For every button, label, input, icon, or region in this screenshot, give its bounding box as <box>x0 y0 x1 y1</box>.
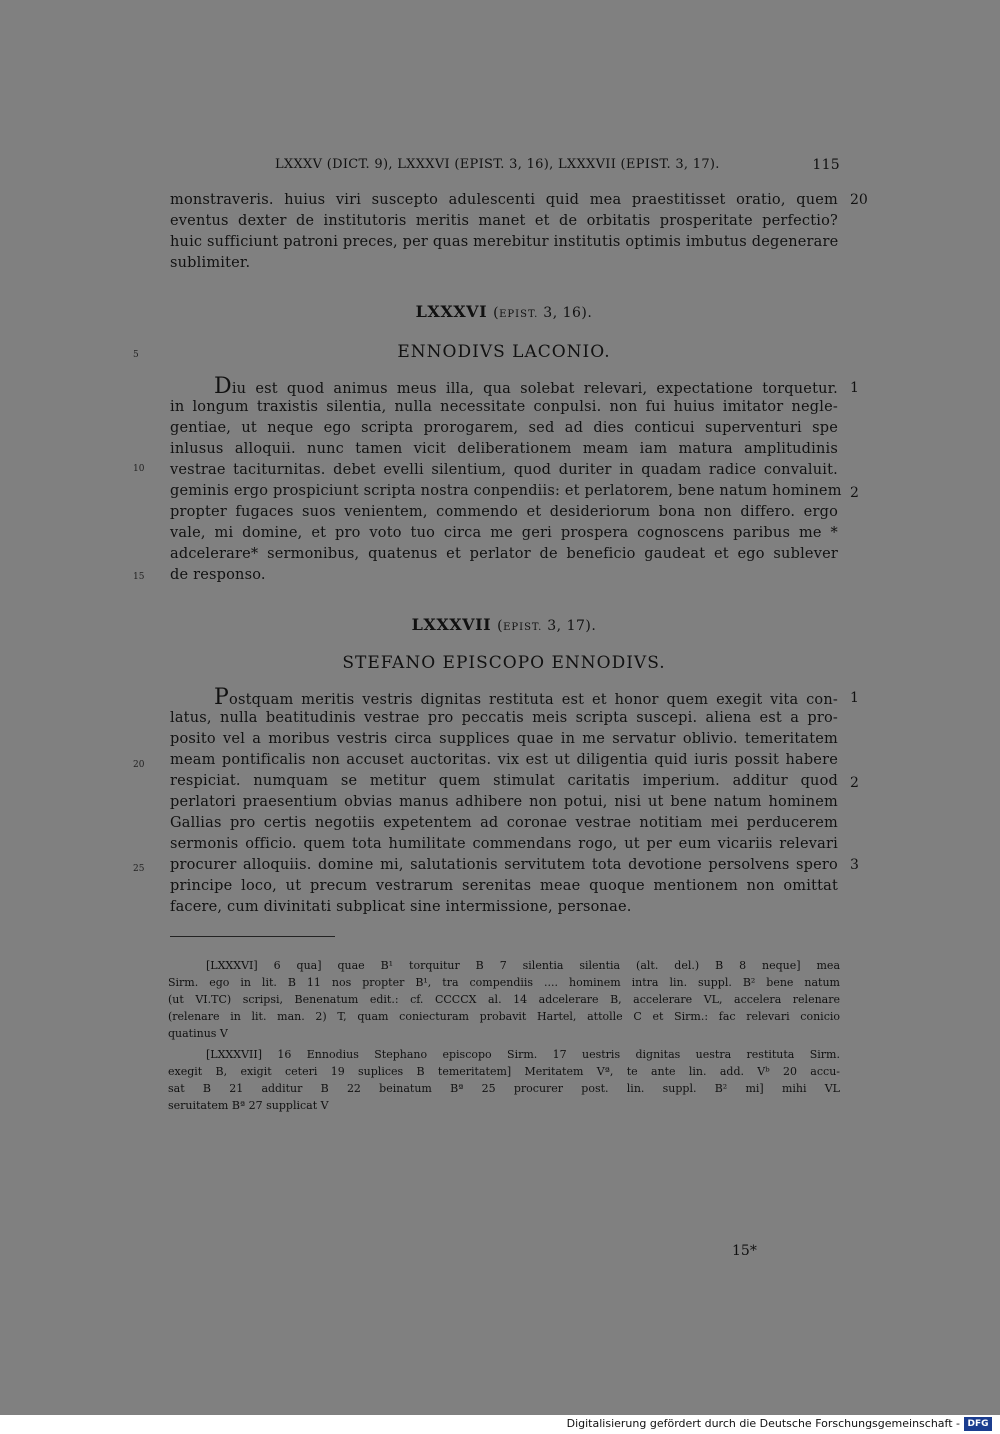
intro-paragraph <box>170 190 838 274</box>
text-line: facere, cum divinitati subplicat sine intermissione, personae. <box>170 899 632 915</box>
apparatus-line: [LXXXVI] 6 qua] quae B¹ torquitur B 7 silentia silentia (alt. del.) B 8 neque] mea <box>206 959 840 972</box>
text-line: huic sufficiunt patroni preces, per quas merebitur institutis optimis imbutus degenerare <box>170 234 839 250</box>
text-line: principe loco, ut precum vestrarum serenitas meae quoque mentionem non omittat <box>170 878 838 894</box>
apparatus-line: sat B 21 additur B 22 beinatum Bª 25 procurer post. lin. suppl. B² mi] mihi VL <box>168 1082 840 1095</box>
line-number: 10 <box>133 464 145 474</box>
letter-number: LXXXVI <box>415 302 488 321</box>
funding-text: Digitalisierung gefördert durch die Deutsche Forschungsgemeinschaft - <box>566 1417 960 1430</box>
letter-reference: (EPIST. 3, 17). <box>497 618 597 634</box>
apparatus-line: [LXXXVII] 16 Ennodius Stephano episcopo Sirm. 17 uestris dignitas uestra restituta Sirm. <box>206 1048 840 1061</box>
letter-87-address: STEFANO EPISCOPO ENNODIVS. <box>342 653 666 673</box>
text-line: posito vel a moribus vestris circa supplices quae in me servatur oblivio. temeritatem <box>170 731 838 747</box>
apparatus-line: (ut VI.TC) scripsi, Benenatum edit.: cf. CCCCX al. 14 adcelerare B, accelerare VL, accelera relenare <box>168 993 840 1006</box>
section-number: 2 <box>850 775 859 791</box>
letter-86-title <box>170 302 838 321</box>
section-number: 3 <box>850 857 859 873</box>
section-number: 1 <box>850 380 859 396</box>
text-line: gentiae, ut neque ego scripta prorogarem, sed ad dies conticui superventuri spe <box>170 420 838 436</box>
line-number: 20 <box>133 760 145 770</box>
line-number: 5 <box>133 350 139 360</box>
signature-mark: 15* <box>732 1243 757 1259</box>
text-line: eventus dexter de institutoris meritis manet et de orbitatis prosperitate perfectio? <box>170 213 838 229</box>
page-number: 115 <box>812 157 840 173</box>
section-number: 20 <box>850 192 868 208</box>
apparatus-line: seruitatem Bª 27 supplicat V <box>168 1099 329 1112</box>
running-header <box>170 157 840 177</box>
apparatus-block-86 <box>168 957 840 1042</box>
apparatus-line: Sirm. ego in lit. B 11 nos propter B¹, tra compendiis .... hominem intra lin. suppl. B² bene natum <box>168 976 840 989</box>
text-line: Gallias pro certis negotiis expetentem ad coronae vestrae notitiam mei perducerem <box>170 815 838 831</box>
text-line: in longum traxistis silentia, nulla necessitate conpulsi. non fui huius imitator negle- <box>170 399 838 415</box>
apparatus-line: (relenare in lit. man. 2) T, quam coniecturam probavit Hartel, attolle C et Sirm.: fac relevari conicio <box>168 1010 840 1023</box>
text-line: meam pontificalis non accuset auctoritas. vix est ut diligentia quid iuris possit habere <box>170 752 838 768</box>
text-line: sublimiter. <box>170 255 251 271</box>
text-line: sermonis officio. quem tota humilitate commendans rogo, ut per eum vicariis relevari <box>170 836 838 852</box>
text-line: monstraveris. huius viri suscepto adulescenti quid mea praestitisset oratio, quem <box>170 192 838 208</box>
letter-number: LXXXVII <box>411 615 492 634</box>
letter-87-body <box>170 687 838 918</box>
drop-capital: P <box>214 685 230 710</box>
line-number: 25 <box>133 864 145 874</box>
text-line: procurer alloquiis. domine mi, salutationis servitutem tota devotione persolvens spero <box>170 857 838 873</box>
text-line: respiciat. numquam se metitur quem stimulat caritatis imperium. additur quod <box>170 773 838 789</box>
text-line: de responso. <box>170 567 266 583</box>
running-title: LXXXV (DICT. 9), LXXXVI (EPIST. 3, 16), LXXXVII (EPIST. 3, 17). <box>275 157 720 172</box>
text-line: propter fugaces suos venientem, commendo et desideriorum bona non differo. ergo <box>170 504 838 520</box>
text-line: Postquam meritis vestris dignitas restituta est et honor quem exegit vita con- <box>214 685 838 710</box>
apparatus-line: quatinus V <box>168 1027 228 1040</box>
dfg-logo[interactable]: DFG <box>964 1417 992 1431</box>
section-number: 2 <box>850 485 859 501</box>
line-number: 15 <box>133 572 145 582</box>
letter-86-body <box>170 374 842 586</box>
text-line: vestrae taciturnitas. debet evelli silentium, quod duriter in quadam radice convaluit. <box>170 462 838 478</box>
text-line: inlusus alloquii. nunc tamen vicit deliberationem meam iam matura amplitudinis <box>170 441 838 457</box>
text-line: perlatori praesentium obvias manus adhibere non potui, nisi ut bene natum hominem <box>170 794 838 810</box>
text-line: latus, nulla beatitudinis vestrae pro peccatis meis scripta suscepi. aliena est a pro- <box>170 710 838 726</box>
text-line: vale, mi domine, et pro voto tuo circa me geri prospera cognoscens paribus me * <box>170 525 838 541</box>
text-line: adcelerare* sermonibus, quatenus et perlator de beneficio gaudeat et ego sublever <box>170 546 838 562</box>
drop-capital: D <box>214 374 232 399</box>
apparatus-line: exegit B, exigit ceteri 19 suplices B temeritatem] Meritatem Vª, te ante lin. add. Vᵇ 20 accu- <box>168 1065 840 1078</box>
letter-86-address: ENNODIVS LACONIO. <box>397 342 611 362</box>
letter-reference: (EPIST. 3, 16). <box>493 305 593 321</box>
letter-87-title <box>170 615 838 634</box>
text-line: Diu est quod animus meus illa, qua solebat relevari, expectatione torquetur. <box>214 374 838 399</box>
footnote-rule <box>170 936 335 937</box>
text-line: geminis ergo prospiciunt scripta nostra conpendiis: et perlatorem, bene natum hominem <box>170 483 842 499</box>
apparatus-block-87 <box>168 1046 840 1114</box>
section-number: 1 <box>850 690 859 706</box>
funding-footer <box>0 1415 1000 1434</box>
